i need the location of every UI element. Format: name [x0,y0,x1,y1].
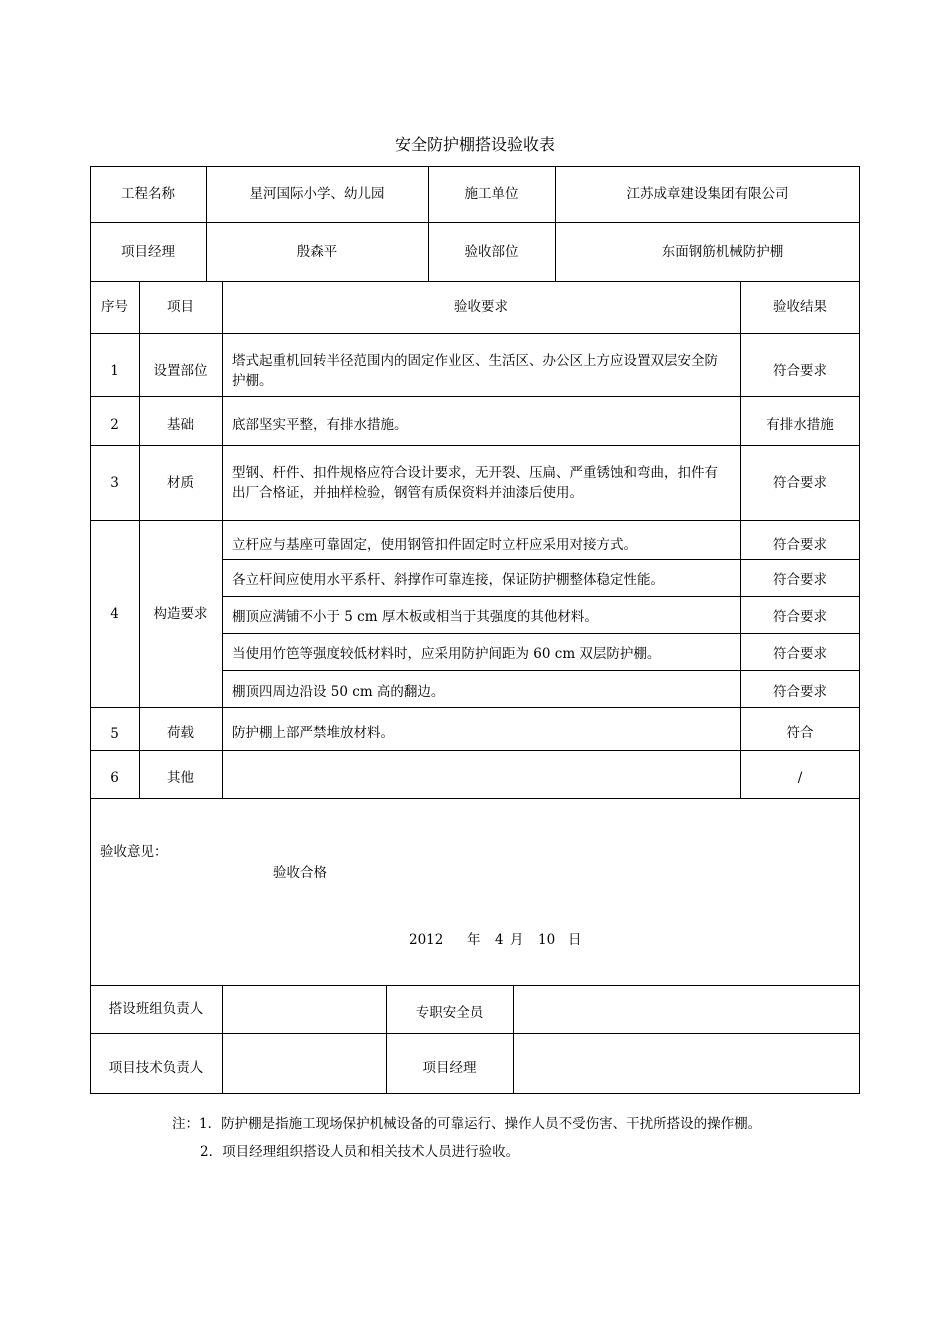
subrow-result: 符合要求 [773,646,827,662]
subrow-requirement: 当使用竹笆等强度较低材料时，应采用防护间距为 60 cm 双层防护棚。 [232,646,661,662]
opinion-year: 2012 [409,932,444,948]
row-no: 1 [110,362,119,379]
column-header-item: 项目 [167,299,194,315]
project-name-value: 星河国际小学、幼儿园 [249,186,385,202]
row-item: 材质 [167,474,194,491]
subrow-result: 符合要求 [773,608,827,625]
subrow-result: 符合要求 [773,536,827,553]
row-item: 荷载 [167,724,194,741]
location-label: 验收部位 [464,243,519,260]
row-requirement: 防护棚上部严禁堆放材料。 [232,724,394,741]
column-header-requirement: 验收要求 [454,299,508,315]
subrow-requirement: 棚顶应满铺不小于 5 cm 厚木板或相当于其强度的其他材料。 [232,608,598,625]
row-no: 4 [110,605,119,622]
column-header-result: 验收结果 [773,299,827,315]
manager-label: 项目经理 [121,243,175,260]
manager-signature-label: 项目经理 [422,1059,477,1076]
project-name-label: 工程名称 [121,186,175,202]
opinion-month: 4 [495,932,504,948]
row-item: 构造要求 [153,605,208,622]
row-item: 基础 [167,416,194,433]
row-requirement: 塔式起重机回转半径范围内的固定作业区、生活区、办公区上方应设置双层安全防护棚。 [232,352,718,389]
row-result: 符合 [786,724,814,741]
contractor-value: 江苏成章建设集团有限公司 [626,186,789,202]
page-title: 安全防护棚搭设验收表 [394,135,555,154]
opinion-day: 10 [538,932,556,948]
safety-officer-label: 专职安全员 [415,1005,484,1021]
col-divider [513,985,514,1094]
opinion-text: 验收合格 [273,865,327,881]
row-item: 设置部位 [153,362,208,379]
note-line-2: 2．项目经理组织搭设人员和相关技术人员进行验收。 [200,1144,520,1160]
subrow-divider [222,596,860,597]
subrow-result: 符合要求 [773,572,827,588]
opinion-day-unit: 日 [568,932,582,948]
note-line-1: 注：1．防护棚是指施工现场保护机械设备的可靠运行、操作人员不受伤害、干扰所搭设的操作棚。 [172,1116,762,1132]
subrow-requirement: 棚顶四周边沿设 50 cm 高的翻边。 [232,684,445,700]
row-result: / [797,770,803,786]
opinion-label: 验收意见： [100,844,168,860]
subrow-divider [222,633,860,634]
manager-value: 殷森平 [296,243,338,260]
row-result: 有排水措施 [766,416,834,433]
subrow-result: 符合要求 [773,684,827,700]
row-requirement: 底部坚实平整，有排水措施。 [232,416,408,433]
col-divider [222,985,223,1094]
column-header-no: 序号 [101,299,128,315]
row-result: 符合要求 [773,474,827,491]
contractor-label: 施工单位 [464,186,519,202]
subrow-requirement: 立杆应与基座可靠固定，使用钢管扣件固定时立杆应采用对接方式。 [232,536,637,553]
subrow-divider [222,559,860,560]
opinion-month-unit: 月 [510,932,524,948]
row-no: 6 [110,770,119,786]
row-no: 5 [110,725,119,742]
team-leader-label: 搭设班组负责人 [108,1001,204,1017]
row-no: 2 [110,416,119,433]
subrow-divider [222,670,860,671]
row-no: 3 [110,474,119,491]
row-result: 符合要求 [773,362,827,379]
location-value: 东面钢筋机械防护棚 [661,243,784,260]
row-requirement: 型钢、杆件、扣件规格应符合设计要求，无开裂、压扁、严重锈蚀和弯曲，扣件有出厂合格证，并抽样检验，钢管有质保资料并油漆后使用。 [232,464,718,501]
subrow-requirement: 各立杆间应使用水平系杆、斜撑作可靠连接，保证防护棚整体稳定性能。 [232,572,664,588]
opinion-year-unit: 年 [467,932,481,948]
row-item: 其他 [167,770,194,786]
tech-lead-label: 项目技术负责人 [108,1059,204,1076]
